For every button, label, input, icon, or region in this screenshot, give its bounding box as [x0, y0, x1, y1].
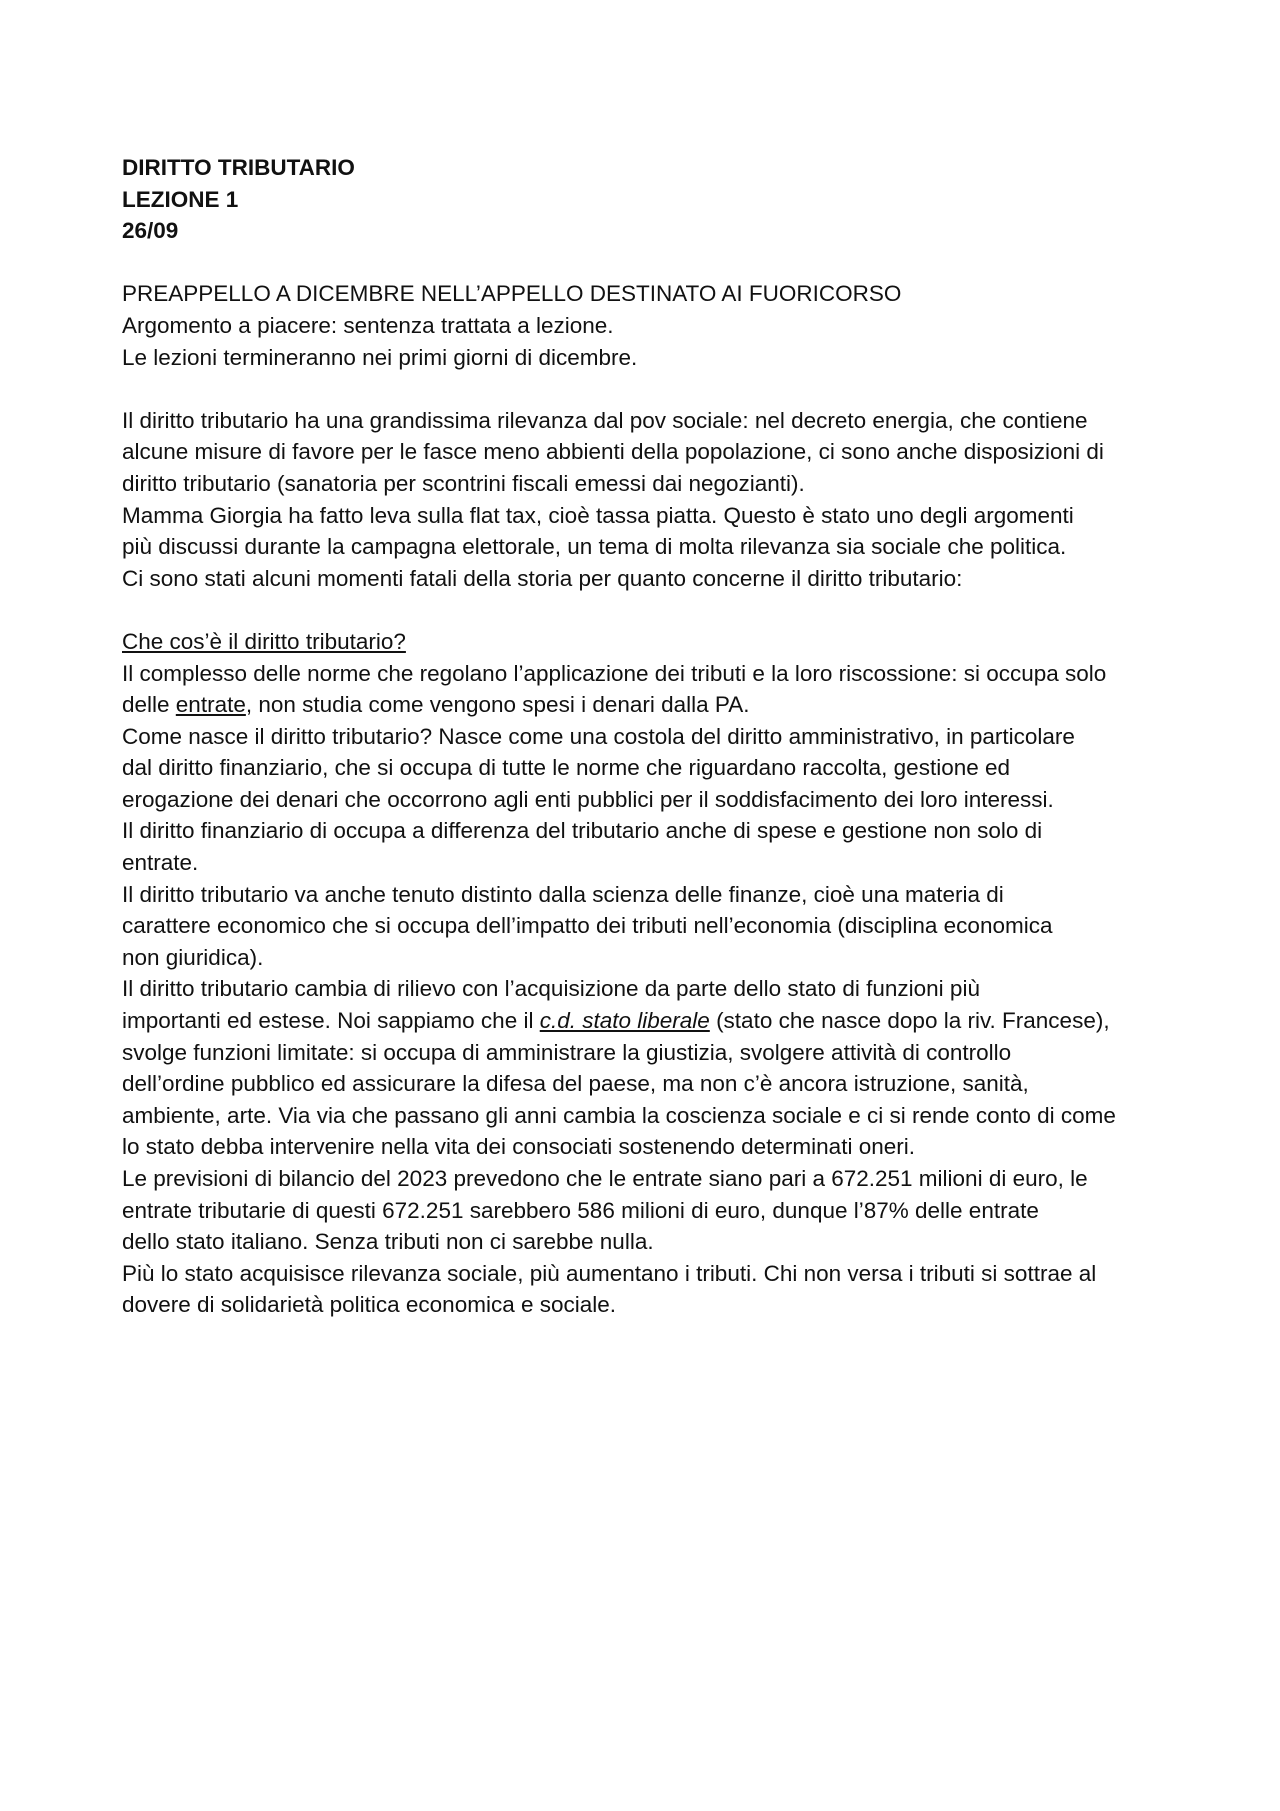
document-page [122, 152, 1177, 1321]
blank-line [122, 373, 1177, 405]
paragraph-line: Il diritto tributario va anche tenuto distinto dalla scienza delle finanze, cioè una materia di [122, 881, 1004, 907]
intro-line: Le lezioni termineranno nei primi giorni di dicembre. [122, 344, 638, 370]
paragraph-line: più discussi durante la campagna elettorale, un tema di molta rilevanza sia sociale che politica. [122, 534, 1067, 560]
paragraph-line: ambiente, arte. Via via che passano gli anni cambia la coscienza sociale e ci si rende conto di come [122, 1102, 1116, 1128]
blank-line [122, 594, 1177, 626]
text-fragment: , non studia come vengono spesi i denari dalla PA. [245, 692, 750, 718]
paragraph-line [122, 689, 1177, 721]
paragraph-line [122, 1005, 1177, 1037]
paragraph-line: Le previsioni di bilancio del 2023 prevedono che le entrate siano pari a 672.251 milioni di euro, le [122, 1166, 1088, 1191]
intro-line: Argomento a piacere: sentenza trattata a lezione. [122, 312, 614, 338]
paragraph-line: lo stato debba intervenire nella vita dei consociati sostenendo determinati oneri. [122, 1134, 915, 1160]
paragraph-line: Mamma Giorgia ha fatto leva sulla flat tax, cioè tassa piatta. Questo è stato uno degli argomenti [122, 502, 1074, 528]
lesson-number: LEZIONE 1 [122, 186, 239, 212]
paragraph-line: erogazione dei denari che occorrono agli enti pubblici per il soddisfacimento dei loro interessi. [122, 786, 1054, 812]
text-fragment: (stato che nasce dopo la riv. Francese), [709, 1008, 1110, 1034]
blank-line [122, 247, 1177, 279]
paragraph-line: Più lo stato acquisisce rilevanza sociale, più aumentano i tributi. Chi non versa i tributi si sottrae al [122, 1260, 1097, 1286]
paragraph-line: dello stato italiano. Senza tributi non ci sarebbe nulla. [122, 1229, 654, 1255]
text-fragment: delle [122, 692, 176, 718]
section-heading: Che cos’è il diritto tributario? [122, 628, 406, 654]
paragraph-line: Come nasce il diritto tributario? Nasce come una costola del diritto amministrativo, in particolare [122, 723, 1075, 749]
intro-line: PREAPPELLO A DICEMBRE NELL’APPELLO DESTINATO AI FUORICORSO [122, 281, 902, 307]
paragraph-line: Il diritto tributario cambia di rilievo con l’acquisizione da parte dello stato di funzioni più [122, 976, 980, 1002]
italic-underlined-term: c.d. stato liberale [539, 1008, 710, 1034]
lesson-date: 26/09 [122, 218, 179, 244]
paragraph-line: carattere economico che si occupa dell’impatto dei tributi nell’economia (disciplina economica [122, 913, 1053, 939]
paragraph-line: svolge funzioni limitate: si occupa di amministrare la giustizia, svolgere attività di controllo [122, 1039, 1012, 1065]
paragraph-line: entrate. [122, 850, 199, 876]
document-title: DIRITTO TRIBUTARIO [122, 155, 355, 180]
paragraph-line: dovere di solidarietà politica economica e sociale. [122, 1292, 617, 1318]
paragraph-line: Ci sono stati alcuni momenti fatali della storia per quanto concerne il diritto tributario: [122, 565, 963, 591]
paragraph-line: entrate tributarie di questi 672.251 sarebbero 586 milioni di euro, dunque l’87% delle entrate [122, 1197, 1039, 1223]
paragraph-line: diritto tributario (sanatoria per scontrini fiscali emessi dai negozianti). [122, 470, 805, 496]
text-fragment: importanti ed estese. Noi sappiamo che il [122, 1008, 540, 1034]
paragraph-line: Il diritto finanziario di occupa a differenza del tributario anche di spese e gestione non solo di [122, 818, 1043, 844]
paragraph-line: Il diritto tributario ha una grandissima rilevanza dal pov sociale: nel decreto energia, che contiene [122, 407, 1088, 433]
paragraph-line: non giuridica). [122, 944, 264, 970]
paragraph-line: alcune misure di favore per le fasce meno abbienti della popolazione, ci sono anche disposizioni di [122, 439, 1104, 465]
paragraph-line: Il complesso delle norme che regolano l’applicazione dei tributi e la loro riscossione: si occupa solo [122, 660, 1107, 686]
paragraph-line: dal diritto finanziario, che si occupa di tutte le norme che riguardano raccolta, gestione ed [122, 755, 1011, 781]
paragraph-line: dell’ordine pubblico ed assicurare la difesa del paese, ma non c’è ancora istruzione, sanità, [122, 1071, 1029, 1097]
underlined-term: entrate [175, 692, 246, 718]
